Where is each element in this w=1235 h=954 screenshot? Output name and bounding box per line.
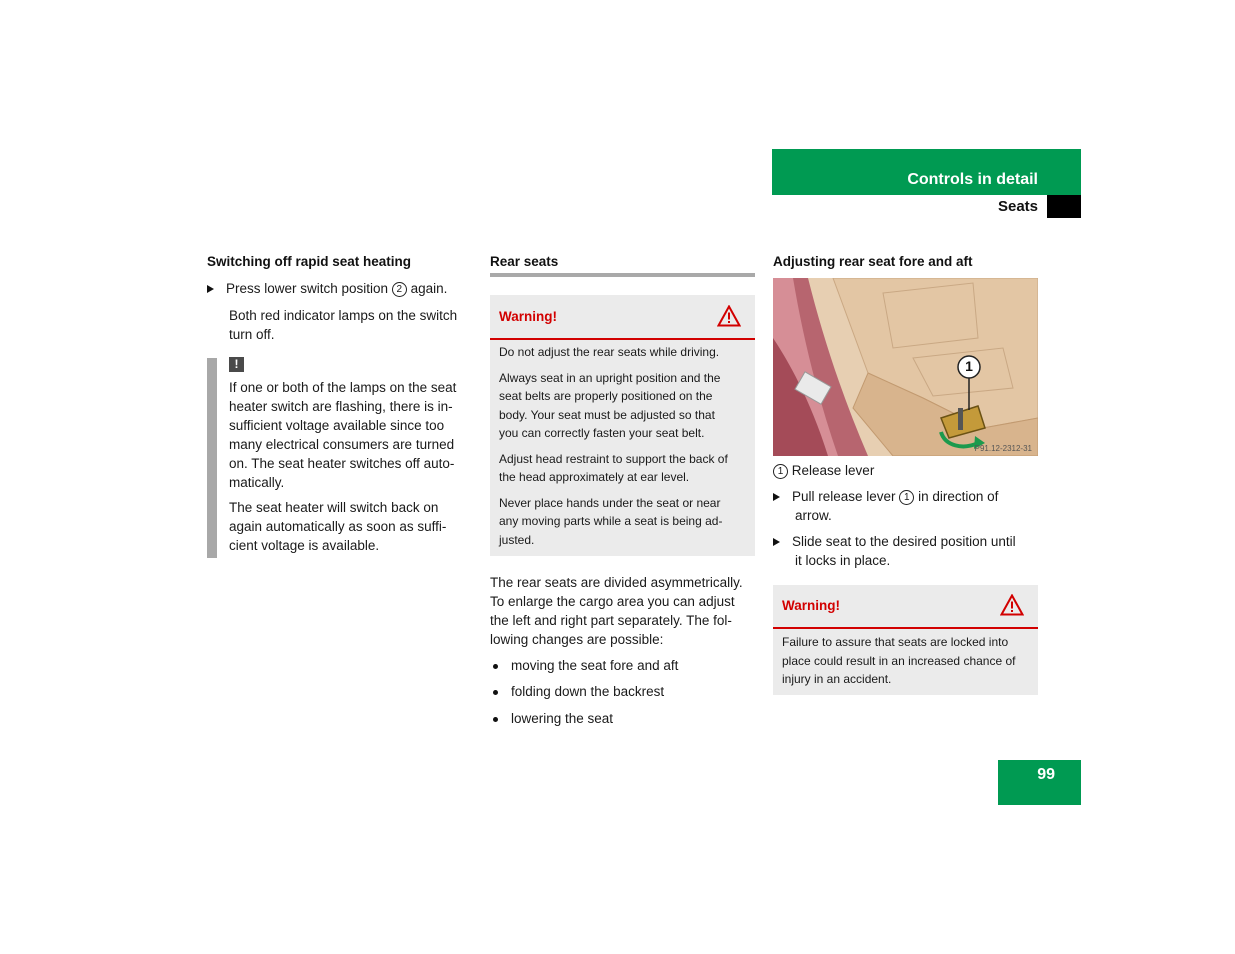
heading-rear-seats: Rear seats <box>490 254 559 269</box>
heading-switching-off: Switching off rapid seat heating <box>207 254 412 269</box>
image-code: P91.12-2312-31 <box>974 444 1032 453</box>
step-press-switch: Press lower switch position 2 again. <box>207 279 477 298</box>
section-header-tab <box>772 149 1081 195</box>
warning-text: Failure to assure that seats are locked into place could result in an increased chance of injury in an accident. <box>782 635 1016 686</box>
warning-triangle-icon <box>1000 594 1024 616</box>
exclamation-note-icon: ! <box>229 357 244 372</box>
triangle-arrow-icon <box>773 538 780 546</box>
subsection-title: Seats <box>997 198 1038 215</box>
warning-triangle-icon <box>717 305 741 327</box>
callout-number: 2 <box>392 282 407 297</box>
subsection-marker <box>1047 195 1081 218</box>
section-title: Controls in detail <box>907 171 1038 188</box>
heading-adjusting-fore-aft: Adjusting rear seat fore and aft <box>773 254 973 269</box>
page-number-tab <box>998 760 1081 805</box>
triangle-arrow-icon <box>773 493 780 501</box>
triangle-arrow-icon <box>207 285 214 293</box>
heading-rule <box>490 273 755 277</box>
note-paragraph-2: The seat heater will switch back on again automatically as soon as suffi- cient voltage is available. <box>229 500 447 553</box>
list-item: folding down the backrest <box>490 682 664 701</box>
legend-release-lever: 1 Release lever <box>773 461 874 480</box>
list-item: moving the seat fore and aft <box>490 656 678 675</box>
rear-seat-illustration <box>773 278 1038 456</box>
page-number: 99 <box>1037 766 1055 783</box>
rear-seats-description: The rear seats are divided asymmetrically. To enlarge the cargo area you can adjust the left and right part separately. The fol- lowing changes are possible: <box>490 575 743 647</box>
bullet-dot <box>493 717 498 722</box>
callout-number: 1 <box>899 490 914 505</box>
bullet-dot <box>493 690 498 695</box>
callout-number: 1 <box>773 464 788 479</box>
list-item: lowering the seat <box>490 709 613 728</box>
warning-header <box>490 295 755 340</box>
warning-box-seat-lock <box>773 585 1038 695</box>
step-result: Both red indicator lamps on the switch turn off. <box>229 308 458 342</box>
note-sidebar <box>207 358 217 558</box>
warning-box-rear-seats <box>490 295 755 556</box>
warning-label: Warning! <box>499 309 557 324</box>
step-slide-seat: Slide seat to the desired position until it locks in place. <box>773 532 1043 570</box>
warning-label: Warning! <box>782 598 840 613</box>
bullet-dot <box>493 664 498 669</box>
step-pull-lever: Pull release lever 1 in direction of arrow. <box>773 487 1043 525</box>
warning-text: Do not adjust the rear seats while driving. Always seat in an upright position and the seat belts are properly positioned on the body. Your seat must be adjusted so that you can correctly fasten your seat belt. Adjust head restraint to support the back of the head approximately at ear level. Never place hands under the seat or near any moving parts while a seat is being ad- justed. <box>499 345 728 547</box>
note-paragraph-1: If one or both of the lamps on the seat heater switch are flashing, there is in- sufficient voltage available since too many electrical consumers are turned on. The seat heater switches off auto- matically. <box>229 380 457 490</box>
warning-header <box>773 585 1038 629</box>
image-callout-number: 1 <box>965 358 973 374</box>
